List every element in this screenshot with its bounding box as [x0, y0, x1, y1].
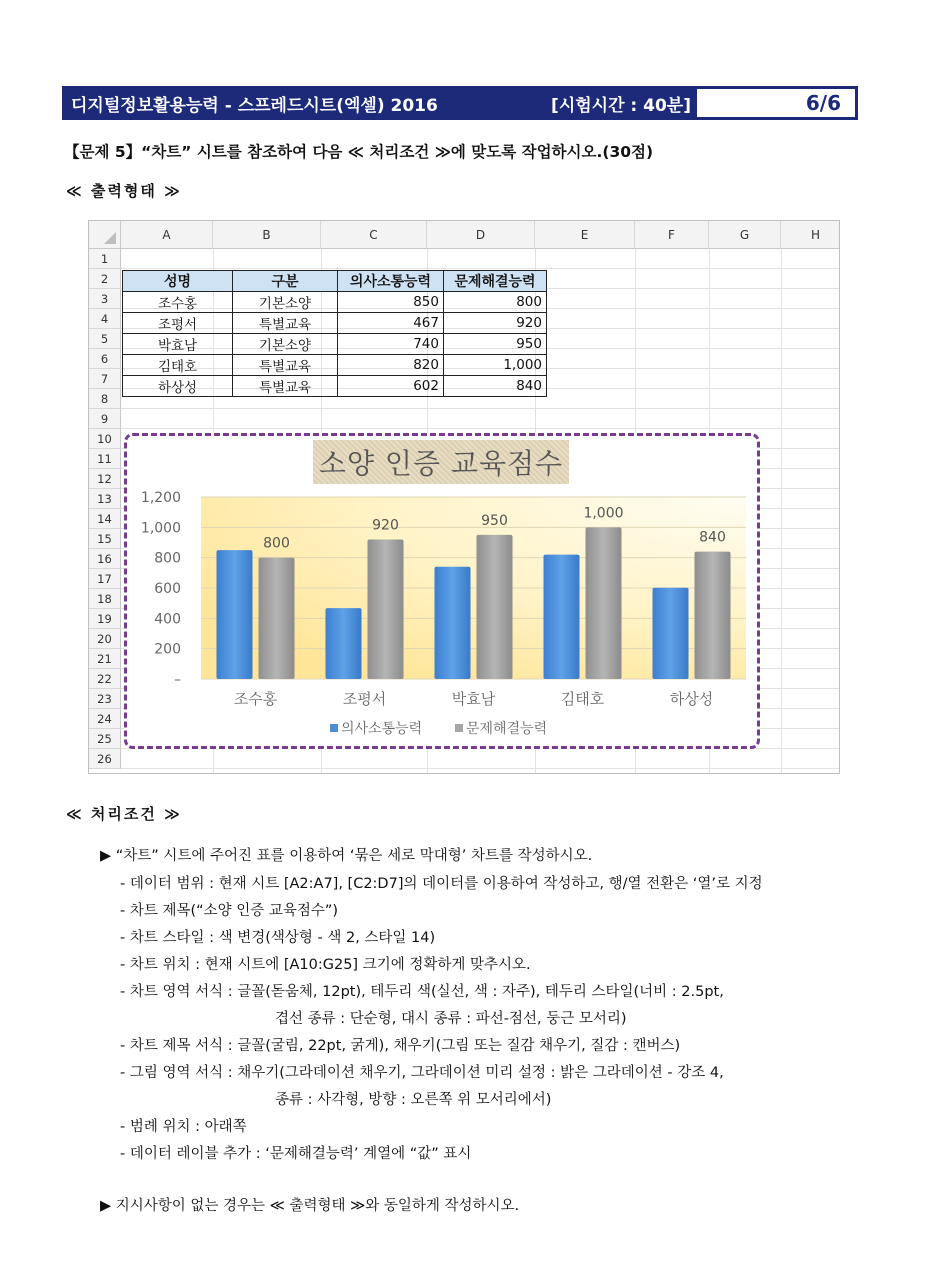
table-header-cell: 구분 [233, 271, 338, 292]
condition-item: 종류 : 사각형, 방향 : 오른쪽 위 모서리에서) [275, 1092, 552, 1108]
table-row [123, 355, 547, 376]
row-header[interactable]: 8 [89, 389, 121, 409]
bar-문제해결능력 [259, 558, 295, 679]
question-text: 【문제 5】“차트” 시트를 참조하여 다음 ≪ 처리조건 ≫에 맞도록 작업하시오.(30점) [64, 143, 654, 161]
table-cell[interactable]: 1,000 [444, 355, 547, 376]
row-header[interactable]: 2 [89, 269, 121, 289]
condition-item: - 그림 영역 서식 : 채우기(그라데이션 채우기, 그라데이션 미리 설정 : 밝은 그라데이션 - 강조 4, [120, 1065, 724, 1081]
condition-footer: ▶ 지시사항이 없는 경우는 ≪ 출력형태 ≫와 동일하게 작성하시오. [100, 1198, 520, 1214]
exam-title: 디지털정보활용능력 - 스프레드시트(엑셀) 2016 [71, 95, 438, 116]
row-header[interactable]: 25 [89, 729, 121, 749]
row-header[interactable]: 22 [89, 669, 121, 689]
row-header[interactable]: 19 [89, 609, 121, 629]
row-header[interactable]: 20 [89, 629, 121, 649]
condition-item: - 데이터 레이블 추가 : ‘문제해결능력’ 계열에 “값” 표시 [120, 1146, 472, 1162]
table-cell[interactable]: 하상성 [123, 376, 233, 397]
table-cell[interactable]: 조수홍 [123, 292, 233, 313]
table-row [123, 376, 547, 397]
exam-header [62, 86, 858, 120]
grid-line [121, 268, 839, 269]
condition-item: - 차트 스타일 : 색 변경(색상형 - 색 2, 스타일 14) [120, 930, 436, 946]
row-header[interactable]: 6 [89, 349, 121, 369]
table-cell[interactable]: 조평서 [123, 313, 233, 334]
chart-title: 소양 인증 교육점수 [313, 440, 569, 484]
condition-item: 겹선 종류 : 단순형, 대시 종류 : 파선-점선, 둥근 모서리) [275, 1011, 627, 1027]
bar-문제해결능력 [477, 535, 513, 679]
select-all-corner [89, 221, 121, 249]
table-header-row [123, 271, 547, 292]
y-tick-label: 1,000 [140, 520, 181, 537]
row-header[interactable]: 26 [89, 749, 121, 769]
table-cell[interactable]: 840 [444, 376, 547, 397]
table-cell[interactable]: 850 [338, 292, 444, 313]
legend-swatch [455, 724, 463, 732]
row-header[interactable]: 14 [89, 509, 121, 529]
grid-line [121, 768, 839, 769]
time-limit: [시험시간 : 40분] [551, 95, 691, 116]
column-header[interactable]: F [635, 221, 709, 249]
bar-의사소통능력 [653, 588, 689, 679]
table-cell[interactable]: 특별교육 [233, 313, 338, 334]
bar-의사소통능력 [544, 555, 580, 679]
y-tick-label: 400 [154, 611, 181, 628]
table-row [123, 334, 547, 355]
row-header[interactable]: 24 [89, 709, 121, 729]
condition-item: - 범례 위치 : 아래쪽 [120, 1119, 247, 1135]
bar-의사소통능력 [326, 608, 362, 679]
conditions-section-title: ≪ 처리조건 ≫ [66, 805, 182, 823]
x-category-label: 김태호 [560, 690, 605, 708]
output-section-title: ≪ 출력형태 ≫ [66, 182, 182, 200]
x-category-label: 하상성 [669, 690, 714, 708]
row-header[interactable]: 16 [89, 549, 121, 569]
row-header[interactable]: 5 [89, 329, 121, 349]
exam-header-title-block [65, 89, 697, 117]
table-cell[interactable]: 920 [444, 313, 547, 334]
condition-item: - 차트 제목 서식 : 글꼴(굴림, 22pt, 굵게), 채우기(그림 또는 질감 채우기, 질감 : 캔버스) [120, 1038, 681, 1054]
column-header[interactable]: C [321, 221, 427, 249]
data-label: 840 [699, 529, 726, 546]
row-header[interactable]: 3 [89, 289, 121, 309]
row-header[interactable]: 7 [89, 369, 121, 389]
table-cell[interactable]: 740 [338, 334, 444, 355]
table-cell[interactable]: 김태호 [123, 355, 233, 376]
condition-item: - 데이터 범위 : 현재 시트 [A2:A7], [C2:D7]의 데이터를 이용하여 작성하고, 행/열 전환은 ‘열’로 지정 [120, 876, 763, 892]
table-row [123, 313, 547, 334]
condition-main: ▶ “차트” 시트에 주어진 표를 이용하여 ‘묶은 세로 막대형’ 차트를 작성하시오. [100, 848, 593, 864]
table-cell[interactable]: 특별교육 [233, 355, 338, 376]
y-tick-label: 200 [154, 641, 181, 658]
column-header[interactable]: B [213, 221, 321, 249]
row-header[interactable]: 1 [89, 249, 121, 269]
y-tick-label: 600 [154, 581, 181, 597]
grid-line [121, 428, 839, 429]
table-cell[interactable]: 467 [338, 313, 444, 334]
y-tick-label: 1,200 [140, 490, 181, 506]
bar-의사소통능력 [217, 550, 253, 679]
x-category-label: 조평서 [342, 690, 387, 708]
data-label: 920 [372, 517, 399, 534]
table-cell[interactable]: 602 [338, 376, 444, 397]
table-cell[interactable]: 기본소양 [233, 334, 338, 355]
legend-label: 의사소통능력 [341, 721, 423, 737]
row-header[interactable]: 21 [89, 649, 121, 669]
bar-의사소통능력 [435, 567, 471, 679]
row-header[interactable]: 13 [89, 489, 121, 509]
bar-문제해결능력 [368, 539, 404, 679]
table-cell[interactable]: 박효남 [123, 334, 233, 355]
table-row [123, 292, 547, 313]
table-cell[interactable]: 특별교육 [233, 376, 338, 397]
table-header-cell: 의사소통능력 [338, 271, 444, 292]
data-label: 950 [481, 512, 508, 529]
grid-line [121, 408, 839, 409]
y-tick-label: 800 [154, 550, 181, 567]
row-header[interactable]: 12 [89, 469, 121, 489]
bar-문제해결능력 [586, 527, 622, 679]
condition-item: - 차트 제목(“소양 인증 교육점수”) [120, 903, 339, 919]
condition-item: - 차트 위치 : 현재 시트에 [A10:G25] 크기에 정확하게 맞추시오. [120, 957, 531, 973]
condition-item: - 차트 영역 서식 : 글꼴(돋움체, 12pt), 테두리 색(실선, 색 : 자주), 테두리 스타일(너비 : 2.5pt, [120, 984, 724, 1000]
table-header-cell: 성명 [123, 271, 233, 292]
column-header[interactable]: A [121, 221, 213, 249]
column-header[interactable]: H [781, 221, 840, 249]
row-header[interactable]: 23 [89, 689, 121, 709]
row-header[interactable]: 4 [89, 309, 121, 329]
bar-문제해결능력 [695, 552, 731, 679]
table-header-cell: 문제해결능력 [444, 271, 547, 292]
row-header[interactable]: 18 [89, 589, 121, 609]
row-header[interactable]: 17 [89, 569, 121, 589]
page-number: 6/6 [805, 91, 841, 115]
table-cell[interactable]: 기본소양 [233, 292, 338, 313]
row-header[interactable]: 10 [89, 429, 121, 449]
legend-swatch [330, 724, 338, 732]
row-header[interactable]: 9 [89, 409, 121, 429]
table-cell[interactable]: 950 [444, 334, 547, 355]
y-tick-label: – [174, 672, 181, 688]
table-cell[interactable]: 820 [338, 355, 444, 376]
legend-label: 문제해결능력 [466, 721, 548, 737]
x-category-label: 박효남 [451, 690, 496, 708]
column-header[interactable]: D [427, 221, 535, 249]
data-label: 800 [263, 535, 290, 552]
column-header[interactable]: G [709, 221, 781, 249]
data-label: 1,000 [583, 505, 624, 522]
table-cell[interactable]: 800 [444, 292, 547, 313]
row-header[interactable]: 11 [89, 449, 121, 469]
column-header[interactable]: E [535, 221, 635, 249]
x-category-label: 조수홍 [233, 690, 278, 708]
row-header[interactable]: 15 [89, 529, 121, 549]
score-table [122, 270, 547, 397]
